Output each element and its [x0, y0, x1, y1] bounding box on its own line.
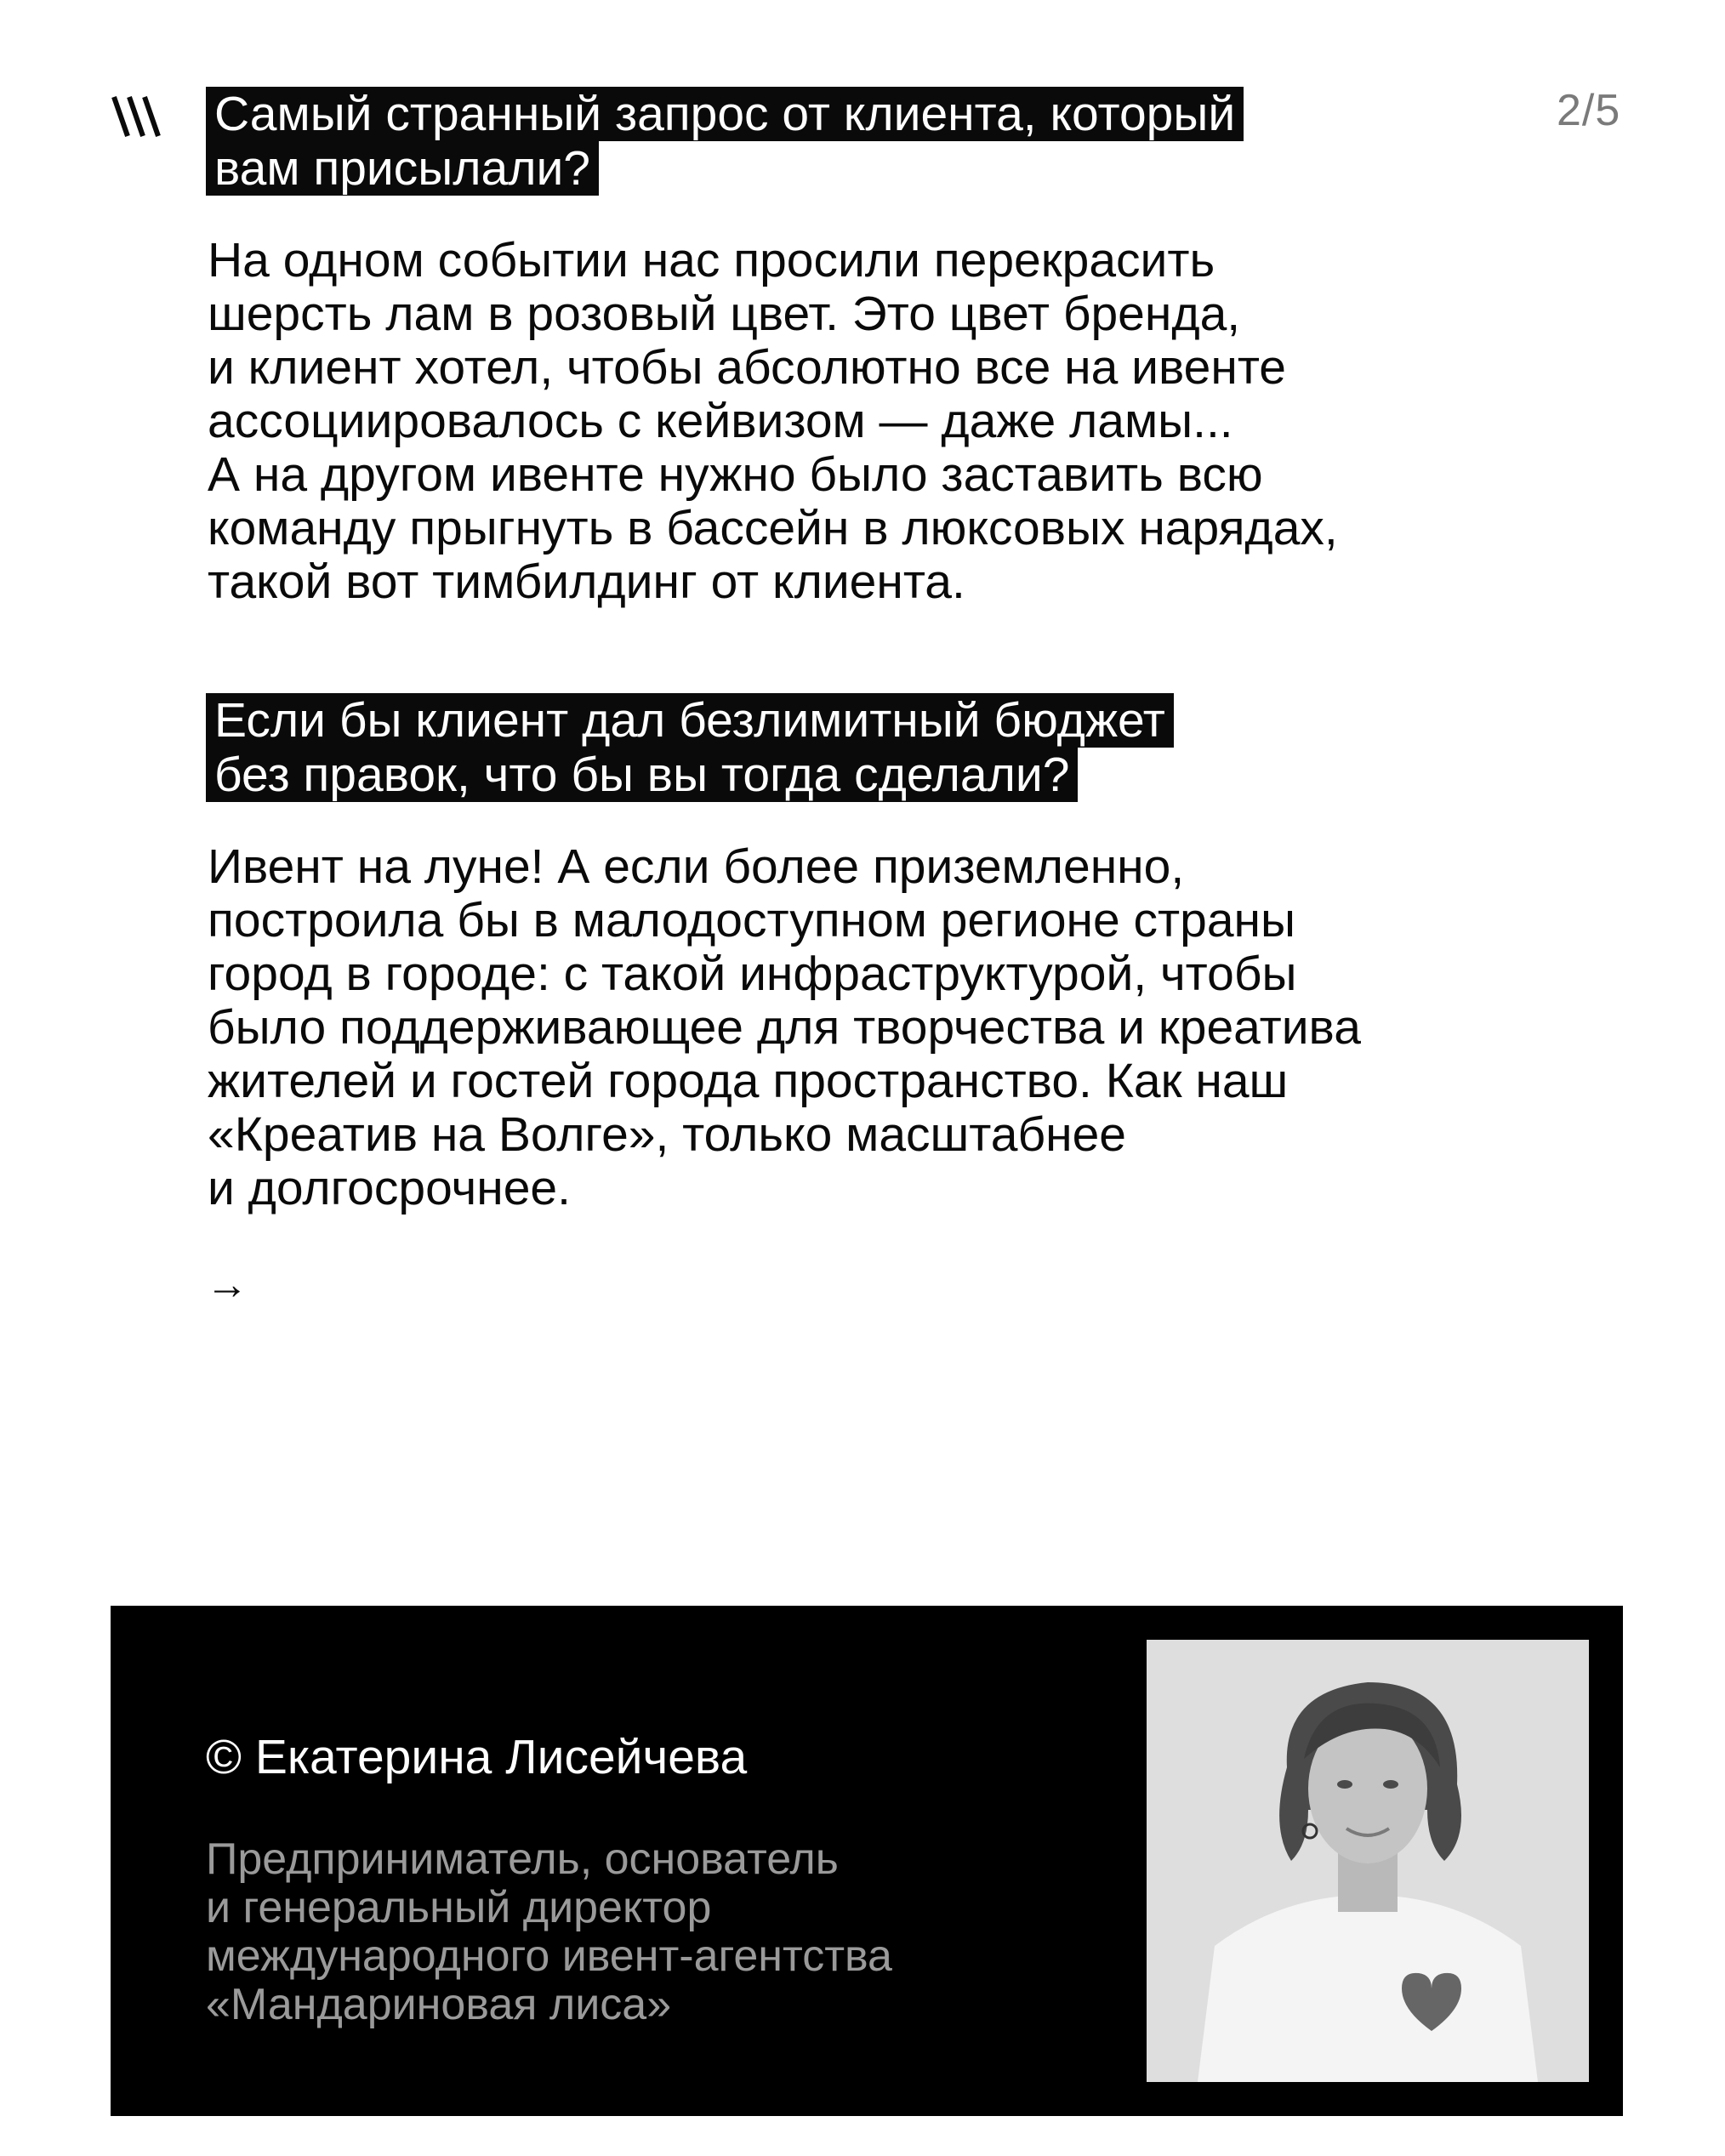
- author-bio-line: международного ивент-агентства: [206, 1931, 892, 1981]
- page-counter: 2/5: [1557, 86, 1621, 135]
- answer-2: [206, 840, 1584, 1215]
- author-bio: [206, 1835, 892, 2029]
- logo-icon: [111, 95, 163, 138]
- question-2-line-1: Если бы клиент дал безлимитный бюджет: [206, 693, 1174, 748]
- answer-1-line: А на другом ивенте нужно было заставить всю: [208, 447, 1263, 502]
- author-bio-line: «Мандариновая лиса»: [206, 1980, 672, 2029]
- answer-2-line: было поддерживающее для творчества и креатива: [208, 1000, 1361, 1055]
- question-1: [206, 87, 1584, 196]
- answer-1-line: На одном событии нас просили перекрасить: [208, 233, 1215, 287]
- question-2-line-2: без правок, что бы вы тогда сделали?: [206, 748, 1078, 802]
- answer-1-line: такой вот тимбилдинг от клиента.: [208, 555, 965, 609]
- question-1-line-2: вам присылали?: [206, 141, 599, 196]
- qa-block-1: [206, 87, 1584, 609]
- next-arrow-icon[interactable]: →: [206, 1260, 248, 1308]
- question-2: [206, 693, 1584, 802]
- answer-2-line: жителей и гостей города пространство. Как наш: [208, 1054, 1289, 1108]
- author-bio-line: и генеральный директор: [206, 1883, 712, 1932]
- answer-2-line: город в городе: с такой инфраструктурой, чтобы: [208, 947, 1297, 1001]
- answer-1: [206, 234, 1584, 609]
- question-1-line-1: Самый странный запрос от клиента, который: [206, 87, 1244, 141]
- author-photo: [1147, 1640, 1589, 2082]
- answer-1-line: команду прыгнуть в бассейн в люксовых нарядах,: [208, 501, 1338, 555]
- author-card: [111, 1606, 1623, 2116]
- answer-2-line: построила бы в малодоступном регионе страны: [208, 893, 1295, 947]
- qa-block-2: [206, 693, 1584, 1215]
- answer-2-line: Ивент на луне! А если более приземленно,: [208, 839, 1185, 894]
- answer-1-line: шерсть лам в розовый цвет. Это цвет бренда,: [208, 287, 1241, 341]
- portrait-illustration: [1147, 1640, 1589, 2082]
- author-name: © Екатерина Лисейчева: [206, 1730, 748, 1784]
- answer-2-line: «Креатив на Волге», только масштабнее: [208, 1107, 1126, 1162]
- answer-1-line: и клиент хотел, чтобы абсолютно все на ивенте: [208, 340, 1286, 395]
- answer-2-line: и долгосрочнее.: [208, 1161, 571, 1215]
- author-bio-line: Предприниматель, основатель: [206, 1835, 839, 1884]
- answer-1-line: ассоциировалось с кейвизом — даже ламы...: [208, 394, 1233, 448]
